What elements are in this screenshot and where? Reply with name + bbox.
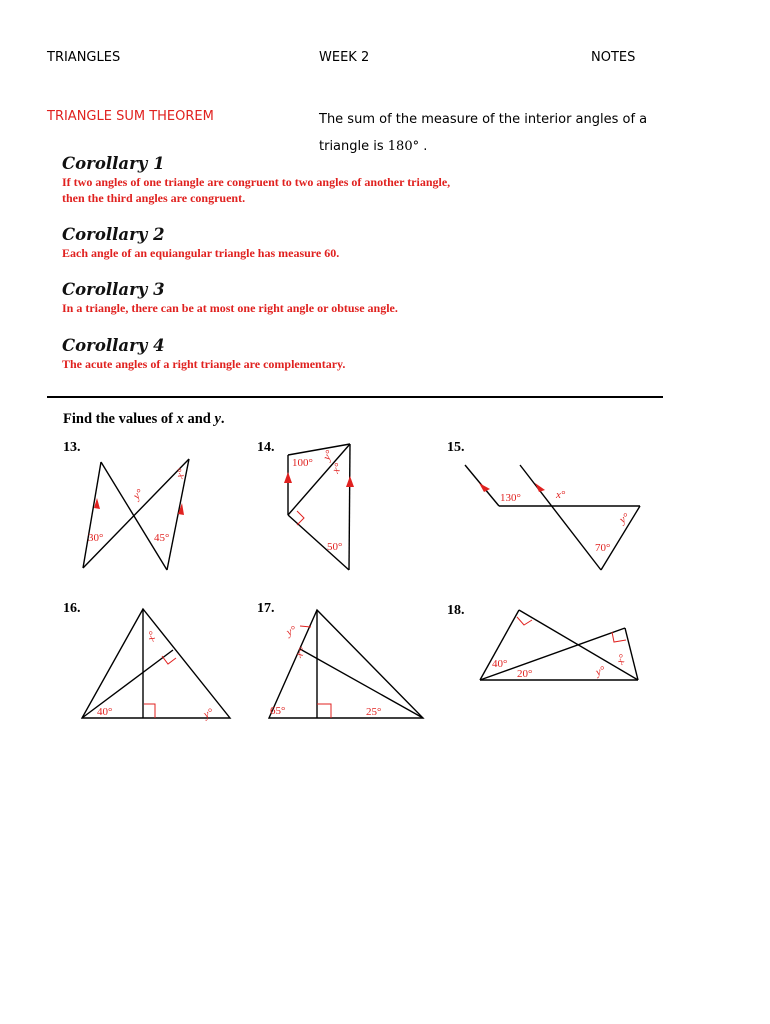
fig16-label: 40° (97, 706, 113, 718)
fig18-right-angle (612, 632, 626, 642)
corollary-line: In a triangle, there can be at most one right angle or obtuse angle. (62, 301, 398, 315)
fig13-label: x° (173, 467, 189, 481)
fig13-label: 45° (154, 532, 170, 544)
fig17-label: y° (284, 623, 299, 639)
fig18-label: 40° (492, 658, 508, 670)
fig14-label: 50° (327, 541, 343, 553)
fig14-label: x° (329, 461, 345, 476)
fig16-label: y° (201, 706, 216, 722)
heading-var-x: x (176, 411, 184, 427)
fig17-label: x° (293, 645, 309, 661)
header-notes: NOTES (591, 50, 636, 65)
problem-number-15: 15. (447, 440, 465, 455)
fig17-label: 25° (366, 706, 382, 718)
fig18-side (625, 628, 638, 680)
corollary-title: Corollary 3 (62, 280, 165, 299)
header-topic: TRIANGLES (47, 50, 121, 65)
corollary-title: Corollary 2 (62, 225, 165, 244)
fig18-label: 20° (517, 668, 533, 680)
problem-number-18: 18. (447, 603, 465, 618)
theorem-value: 180° (387, 139, 420, 154)
fig15-label: y° (617, 511, 632, 527)
fig15-label: 70° (595, 542, 611, 554)
fig14-label: 100° (292, 457, 313, 469)
theorem-text: The sum of the measure of the interior angles of a triangle is (319, 112, 648, 154)
corollary-line: If two angles of one triangle are congruent to two angles of another triangle, (62, 175, 451, 189)
corollary-line: Each angle of an equiangular triangle has measure 60. (62, 246, 340, 260)
fig18-label: y° (594, 664, 607, 679)
corollary-title: Corollary 1 (62, 154, 165, 173)
problem-number-13: 13. (63, 440, 81, 455)
fig18-right-angle (517, 617, 532, 625)
fig15-label: 130° (500, 492, 521, 504)
heading-text: and (183, 411, 215, 427)
problem-number-17: 17. (257, 601, 275, 616)
heading-text: Find the values of (63, 411, 177, 427)
fig18-label: x° (614, 652, 630, 667)
fig17-label: 65° (270, 705, 286, 717)
corollary-title: Corollary 4 (62, 336, 165, 355)
corollary-line: then the third angles are congruent. (62, 191, 246, 205)
fig13-label: 30° (88, 532, 104, 544)
problem-number-16: 16. (63, 601, 81, 616)
fig14-label: y° (320, 448, 336, 463)
corollary-line: The acute angles of a right triangle are complementary. (62, 357, 346, 371)
heading-text: . (220, 411, 225, 427)
fig13-label: y° (130, 487, 146, 503)
header-week: WEEK 2 (319, 50, 370, 65)
problem-number-14: 14. (257, 440, 275, 455)
heading-var-y: y (214, 411, 221, 427)
fig16-label: x° (144, 629, 160, 643)
fig15-label: x° (556, 489, 566, 501)
theorem-text-end: . (419, 139, 428, 154)
theorem-title: TRIANGLE SUM THEOREM (47, 109, 214, 124)
